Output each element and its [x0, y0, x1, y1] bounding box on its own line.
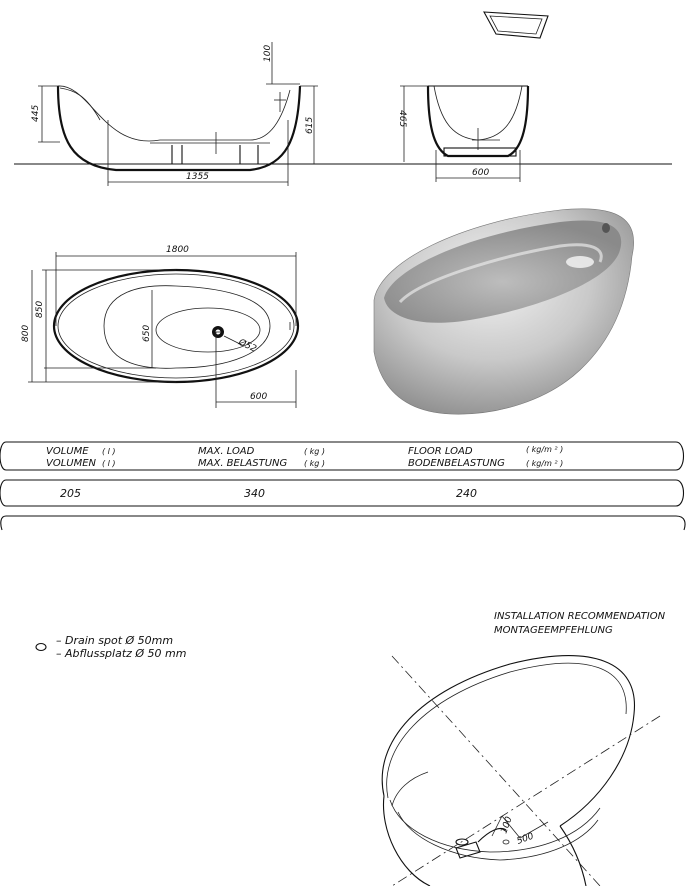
dim-1355: 1355: [186, 172, 209, 182]
load-unit-en: ( kg ): [304, 447, 326, 456]
install-title-de: MONTAGEEMPFEHLUNG: [494, 625, 613, 636]
floor-label-en: FLOOR LOAD: [408, 446, 473, 457]
install-dim-100: 100: [499, 815, 515, 836]
max-load-value: 340: [244, 487, 265, 500]
install-dim-500: 500: [515, 831, 536, 847]
dim-1800: 1800: [166, 245, 189, 255]
load-unit-de: ( kg ): [304, 459, 326, 468]
dim-445: 445: [31, 104, 41, 122]
floor-unit-en: ( kg/m ² ): [526, 445, 564, 454]
load-label-de: MAX. BELASTUNG: [198, 458, 288, 469]
dim-650: 650: [142, 324, 152, 342]
volume-label-en: VOLUME: [46, 446, 89, 457]
side-elevation-view: [14, 42, 672, 186]
dim-600-top: 600: [250, 392, 268, 402]
legend-drain-en: – Drain spot Ø 50mm: [56, 634, 174, 647]
installation-perspective-drawing: [382, 656, 660, 886]
volume-value: 205: [60, 487, 81, 500]
tub-thumbnail-icon: [484, 12, 548, 38]
dim-850: 850: [35, 300, 45, 318]
load-label-en: MAX. LOAD: [198, 446, 255, 457]
volume-label-de: VOLUMEN: [46, 458, 97, 469]
volume-unit-en: ( l ): [102, 447, 116, 456]
dim-600-side: 600: [472, 168, 490, 178]
plan-view: [28, 252, 298, 408]
dim-615: 615: [305, 116, 315, 134]
volume-unit-de: ( l ): [102, 459, 116, 468]
bathtub-render: [374, 209, 634, 414]
dim-800: 800: [21, 324, 31, 342]
floor-load-value: 240: [456, 487, 477, 500]
end-elevation-view: [400, 86, 528, 182]
floor-unit-de: ( kg/m ² ): [526, 459, 564, 468]
drain-spot-icon: [36, 644, 46, 651]
dim-drain-52: Ø52: [236, 337, 258, 355]
install-title-en: INSTALLATION RECOMMENDATION: [494, 611, 666, 622]
floor-label-de: BODENBELASTUNG: [408, 458, 505, 469]
dim-465: 465: [397, 110, 407, 128]
dim-100-side: 100: [263, 44, 273, 62]
legend-drain-de: – Abflussplatz Ø 50 mm: [56, 647, 187, 660]
